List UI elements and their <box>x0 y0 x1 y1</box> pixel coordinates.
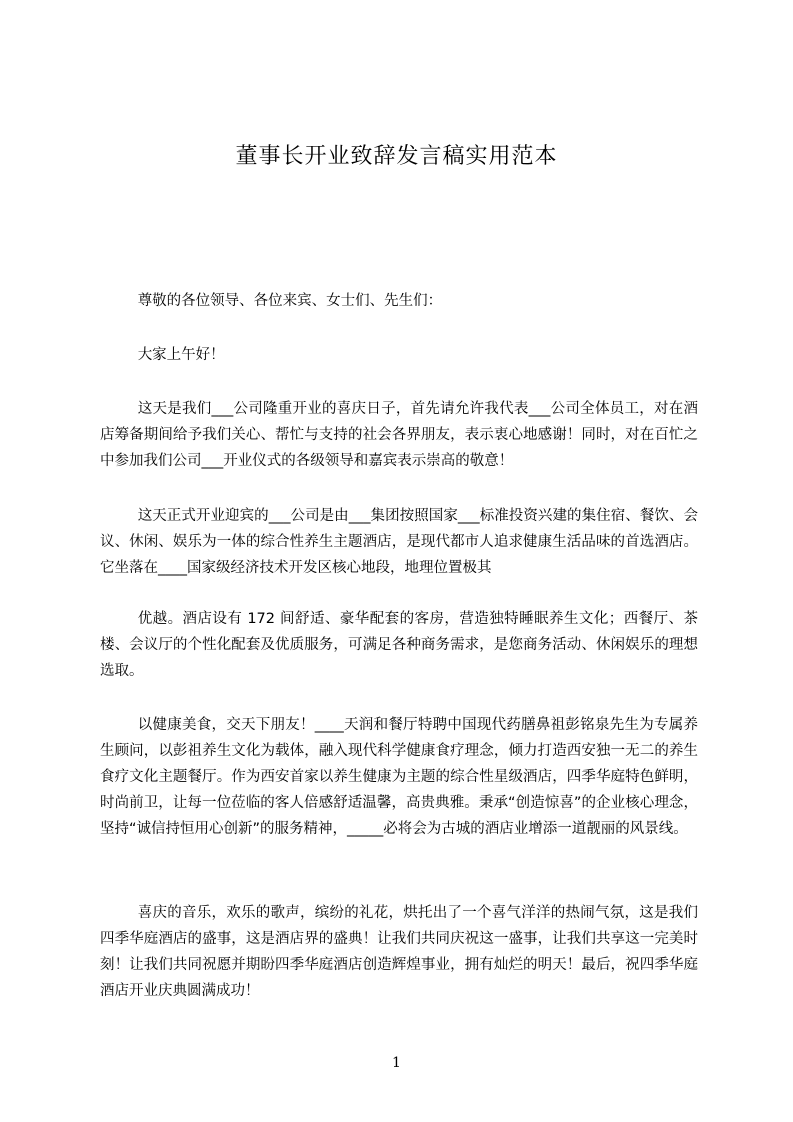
body-paragraph: 这天正式开业迎宾的___公司是由___集团按照国家___标准投资兴建的集住宿、餐饮、会议、休闲、娱乐为一体的综合性养生主题酒店，是现代都市人追求健康生活品味的首选酒店。它坐落在____国家级经济技术开发区核心地段，地理位置极其 <box>100 508 698 576</box>
greeting-paragraph: 大家上午好！ <box>137 347 225 363</box>
body-paragraph: 优越。酒店设有 172 间舒适、豪华配套的客房，营造独特睡眠养生文化；西餐厅、茶楼、会议厅的个性化配套及优质服务，可满足各种商务需求，是您商务活动、休闲娱乐的理想选取。 <box>100 611 698 679</box>
body-paragraph: 以健康美食，交天下朋友！____天润和餐厅特聘中国现代药膳鼻祖彭铭泉先生为专属养生顾问，以彭祖养生文化为载体，融入现代科学健康食疗理念，倾力打造西安独一无二的养生食疗文化主题餐厅。作为西安首家以养生健康为主题的综合性星级酒店，四季华庭特色鲜明，时尚前卫，让每一位莅临的客人倍感舒适温馨，高贵典雅。秉承“创造惊喜”的企业核心理念，坚持“诚信持恒用心创新”的服务精神，_____必将会为古城的酒店业增添一道靓丽的风景线。 <box>100 717 698 837</box>
closing-paragraph: 喜庆的音乐，欢乐的歌声，缤纷的礼花，烘托出了一个喜气洋洋的热闹气氛，这是我们四季华庭酒店的盛事，这是酒店界的盛典！让我们共同庆祝这一盛事，让我们共享这一完美时刻！让我们共同祝愿并期盼四季华庭酒店创造辉煌事业，拥有灿烂的明天！最后，祝四季华庭酒店开业庆典圆满成功！ <box>100 905 698 999</box>
salutation-paragraph: 尊敬的各位领导、各位来宾、女士们、先生们： <box>137 293 443 309</box>
document-title: 董事长开业致辞发言稿实用范本 <box>235 144 558 169</box>
page-number: 1 <box>392 1055 401 1071</box>
body-paragraph: 这天是我们___公司隆重开业的喜庆日子，首先请允许我代表___公司全体员工，对在酒店筹备期间给予我们关心、帮忙与支持的社会各界朋友，表示衷心地感谢！同时，对在百忙之中参加我们公司___开业仪式的各级领导和嘉宾表示崇高的敬意！ <box>100 401 698 469</box>
